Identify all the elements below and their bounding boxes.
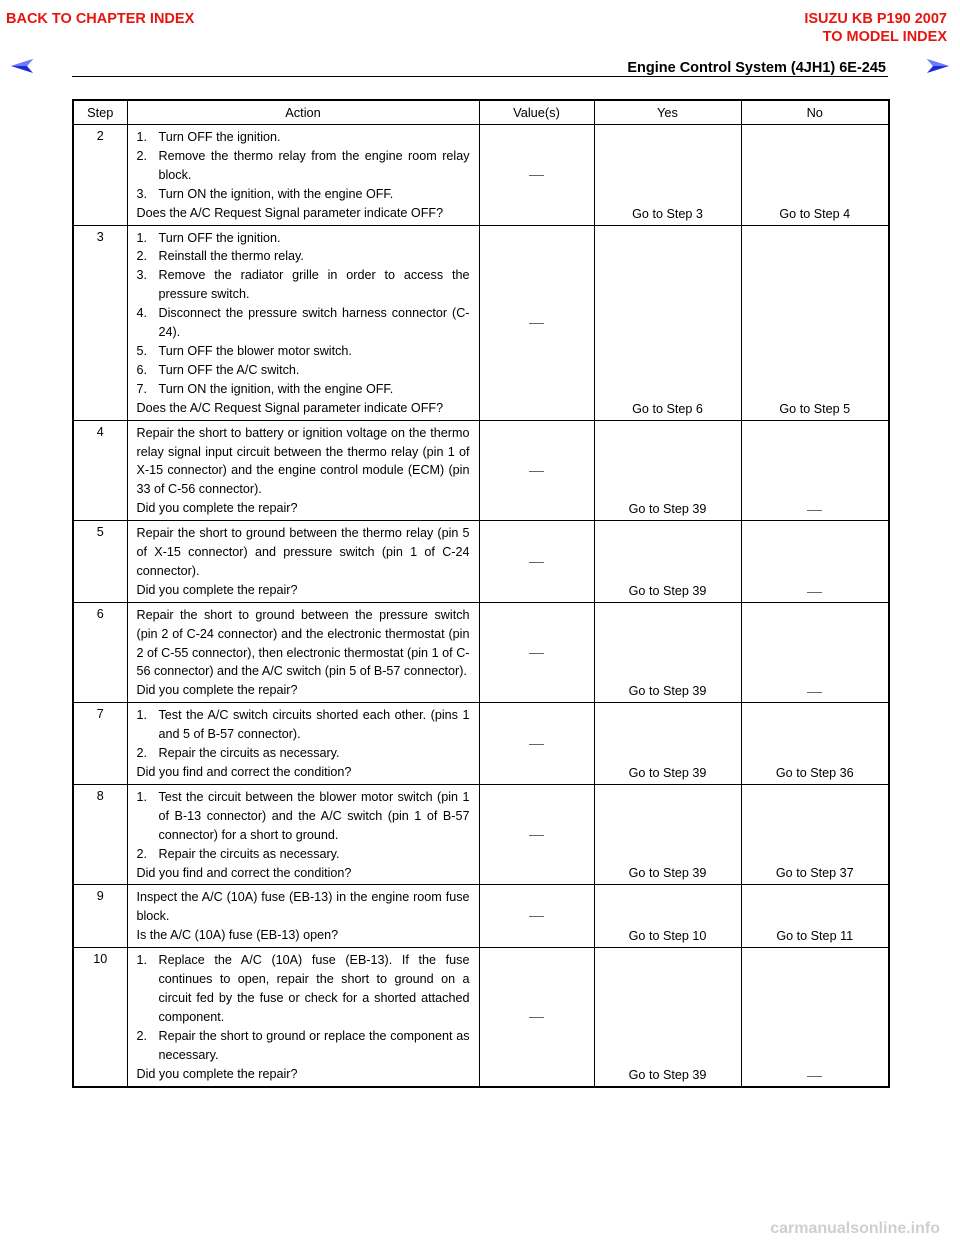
action-steps-list <box>137 128 470 204</box>
action-step-item: 7. Turn ON the ignition, with the engine OFF. <box>136 381 394 396</box>
table-row <box>73 521 889 603</box>
action-cell <box>127 703 479 785</box>
value-dash <box>529 175 544 176</box>
table-row <box>73 420 889 521</box>
table-row <box>73 885 889 948</box>
no-cell: Go to Step 37 <box>741 784 889 885</box>
action-text: Repair the short to battery or ignition voltage on the thermo relay signal input circuit between the thermo relay (pin 1 of X-15 connector) and the engine control module (ECM) (pin 33 of C-56 connector). <box>136 425 470 497</box>
action-step-item: 1. Test the circuit between the blower motor switch (pin 1 of B-13 connector) and the A/C switch (pin 1 of B-57 connector) for a short to ground. <box>136 789 470 842</box>
action-step-text: Repair the circuits as necessary. <box>158 846 340 861</box>
value-cell <box>479 420 594 521</box>
model-index-link[interactable]: TO MODEL INDEX <box>822 29 947 45</box>
action-question: Did you complete the repair? <box>136 582 298 597</box>
action-step-item: 2. Repair the circuits as necessary. <box>136 746 340 761</box>
value-dash <box>529 744 544 745</box>
value-cell <box>479 225 594 420</box>
value-cell <box>479 602 594 703</box>
yes-cell: Go to Step 39 <box>594 420 741 521</box>
col-header-step: Step <box>73 100 127 125</box>
action-step-item: 2. Remove the thermo relay from the engine room relay block. <box>136 148 470 182</box>
yes-cell: Go to Step 39 <box>594 602 741 703</box>
value-cell <box>479 784 594 885</box>
col-header-yes: Yes <box>594 100 741 125</box>
value-cell <box>479 703 594 785</box>
table-row <box>73 602 889 703</box>
no-dash <box>807 510 822 511</box>
value-cell <box>479 521 594 603</box>
action-step-text: Disconnect the pressure switch harness connector (C-24). <box>158 306 470 340</box>
step-number: 3 <box>73 225 127 420</box>
value-dash <box>529 1017 544 1018</box>
col-header-action: Action <box>127 100 479 125</box>
step-number: 5 <box>73 521 127 603</box>
action-step-item: 3. Remove the radiator grille in order to access the pressure switch. <box>136 268 470 302</box>
action-text: Repair the short to ground between the pressure switch (pin 2 of C-24 connector) and the electronic thermostat (pin 2 of C-55 connector), then electronic thermostat (pin 1 of C-56 connector) and the A/C switch (pin 5 of B-57 connector). <box>136 607 470 679</box>
value-cell <box>479 948 594 1087</box>
table-row <box>73 225 889 420</box>
action-step-item: 1. Replace the A/C (10A) fuse (EB-13). If the fuse continues to open, repair the short to ground on a circuit fed by the fuse or check for a shorted attached component. <box>136 953 470 1024</box>
action-steps-list <box>137 706 470 763</box>
action-step-text: Repair the circuits as necessary. <box>158 746 340 761</box>
step-number: 9 <box>73 885 127 948</box>
action-question: Did you complete the repair? <box>136 1066 298 1081</box>
table-row <box>73 948 889 1087</box>
model-title-link[interactable]: ISUZU KB P190 2007 <box>804 11 947 27</box>
action-text: Inspect the A/C (10A) fuse (EB-13) in the engine room fuse block. <box>136 890 470 924</box>
action-step-text: Turn ON the ignition, with the engine OFF. <box>158 186 394 201</box>
action-cell <box>127 602 479 703</box>
value-cell <box>479 885 594 948</box>
page-header-title: Engine Control System (4JH1) 6E-245 <box>627 60 886 76</box>
step-number: 6 <box>73 602 127 703</box>
action-step-text: Turn OFF the ignition. <box>158 130 281 144</box>
action-step-item: 6. Turn OFF the A/C switch. <box>136 362 300 377</box>
table-header-row <box>73 100 889 125</box>
action-step-text: Turn OFF the A/C switch. <box>158 362 300 377</box>
yes-cell: Go to Step 39 <box>594 703 741 785</box>
yes-cell: Go to Step 39 <box>594 784 741 885</box>
value-dash <box>529 471 544 472</box>
yes-cell: Go to Step 39 <box>594 521 741 603</box>
table-row <box>73 703 889 785</box>
prev-page-arrow-icon[interactable] <box>10 58 34 74</box>
value-cell <box>479 125 594 226</box>
action-step-item: 5. Turn OFF the blower motor switch. <box>136 343 352 358</box>
action-cell <box>127 420 479 521</box>
action-steps-list <box>137 951 470 1064</box>
action-step-text: Replace the A/C (10A) fuse (EB-13). If the fuse continues to open, repair the short to ground on a circuit fed by the fuse or check for a shorted attached component. <box>158 953 470 1024</box>
no-cell <box>741 948 889 1087</box>
header-rule <box>72 76 888 77</box>
action-step-text: Remove the thermo relay from the engine room relay block. <box>158 148 470 182</box>
value-dash <box>529 916 544 917</box>
step-number: 2 <box>73 125 127 226</box>
value-dash <box>529 835 544 836</box>
no-cell: Go to Step 11 <box>741 885 889 948</box>
action-question: Did you complete the repair? <box>136 683 298 698</box>
no-cell <box>741 602 889 703</box>
action-cell <box>127 125 479 226</box>
action-text: Repair the short to ground between the thermo relay (pin 5 of X-15 connector) and pressure switch (pin 1 of C-24 connector). <box>136 526 470 578</box>
action-step-item: 1. Turn OFF the ignition. <box>136 130 281 144</box>
action-question: Did you find and correct the condition? <box>136 765 352 779</box>
table-row <box>73 784 889 885</box>
step-number: 7 <box>73 703 127 785</box>
no-dash <box>807 592 822 593</box>
action-step-item: 2. Reinstall the thermo relay. <box>136 249 304 264</box>
action-question: Did you find and correct the condition? <box>136 865 352 880</box>
no-cell: Go to Step 5 <box>741 225 889 420</box>
action-step-item: 4. Disconnect the pressure switch harness connector (C-24). <box>136 306 470 340</box>
value-dash <box>529 562 544 563</box>
action-cell <box>127 784 479 885</box>
action-steps-list <box>137 788 470 864</box>
yes-cell: Go to Step 10 <box>594 885 741 948</box>
diagnostic-table <box>72 99 890 1088</box>
value-dash <box>529 653 544 654</box>
no-dash <box>807 692 822 693</box>
action-step-text: Repair the short to ground or replace the component as necessary. <box>158 1028 470 1062</box>
action-cell <box>127 521 479 603</box>
col-header-no: No <box>741 100 889 125</box>
action-step-text: Turn OFF the blower motor switch. <box>158 343 352 358</box>
no-cell: Go to Step 4 <box>741 125 889 226</box>
action-cell <box>127 885 479 948</box>
action-question: Does the A/C Request Signal parameter indicate OFF? <box>136 400 444 415</box>
next-page-arrow-icon[interactable] <box>926 58 950 74</box>
action-question: Is the A/C (10A) fuse (EB-13) open? <box>136 928 339 943</box>
no-dash <box>807 1076 822 1077</box>
action-question: Does the A/C Request Signal parameter indicate OFF? <box>136 205 444 220</box>
action-step-item: 1. Turn OFF the ignition. <box>136 230 281 245</box>
action-question: Did you complete the repair? <box>136 501 298 516</box>
step-number: 4 <box>73 420 127 521</box>
no-cell <box>741 420 889 521</box>
col-header-values: Value(s) <box>479 100 594 125</box>
action-step-text: Turn OFF the ignition. <box>158 230 281 245</box>
action-cell <box>127 225 479 420</box>
value-dash <box>529 323 544 324</box>
action-cell <box>127 948 479 1087</box>
action-step-text: Remove the radiator grille in order to access the pressure switch. <box>158 268 470 302</box>
step-number: 8 <box>73 784 127 885</box>
action-step-item: 3. Turn ON the ignition, with the engine OFF. <box>136 186 394 201</box>
no-cell <box>741 521 889 603</box>
step-number: 10 <box>73 948 127 1087</box>
back-to-chapter-index-link[interactable]: BACK TO CHAPTER INDEX <box>6 11 195 27</box>
no-cell: Go to Step 36 <box>741 703 889 785</box>
action-step-text: Turn ON the ignition, with the engine OFF. <box>158 381 394 396</box>
action-steps-list <box>137 229 470 399</box>
watermark: carmanualsonline.info <box>770 1220 940 1237</box>
action-step-item: 2. Repair the circuits as necessary. <box>136 846 340 861</box>
table-row <box>73 125 889 226</box>
action-step-item: 2. Repair the short to ground or replace the component as necessary. <box>136 1028 470 1062</box>
action-step-text: Reinstall the thermo relay. <box>158 249 304 264</box>
action-step-item: 1. Test the A/C switch circuits shorted each other. (pins 1 and 5 of B-57 connector). <box>136 708 470 742</box>
action-step-text: Test the circuit between the blower motor switch (pin 1 of B-13 connector) and the A/C switch (pin 1 of B-57 connector) for a short to ground. <box>158 789 470 842</box>
yes-cell: Go to Step 3 <box>594 125 741 226</box>
yes-cell: Go to Step 6 <box>594 225 741 420</box>
yes-cell: Go to Step 39 <box>594 948 741 1087</box>
action-step-text: Test the A/C switch circuits shorted each other. (pins 1 and 5 of B-57 connector). <box>158 708 470 742</box>
